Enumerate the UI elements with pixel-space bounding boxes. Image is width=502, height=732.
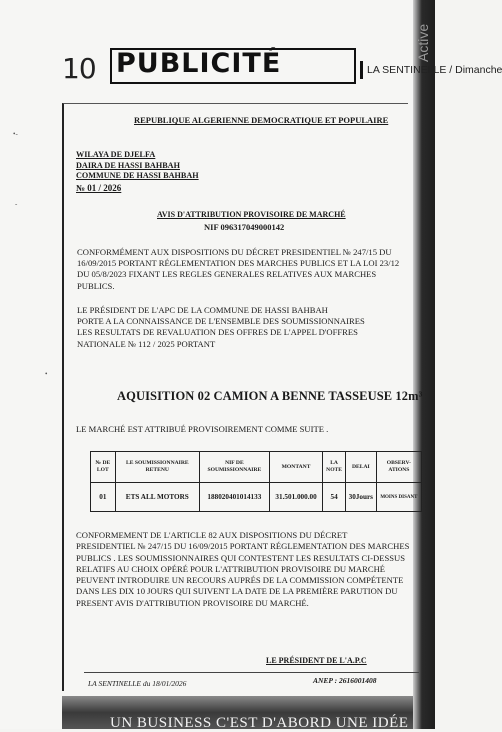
commune-label: COMMUNE DE HASSI BAHBAH (76, 171, 199, 180)
legal-paragraph-2: LE PRÉSIDENT DE L'APC DE LA COMMUNE DE HASSI BAHBAH PORTE A LA CONNAISSANCE DE L'ENSEMBLE DES SOUMISSIONNAIRES LES RESULTATS DE REVALUATION DES OFFRES DE L'APPEL D'OFFRES NATIONALE № 112 / 2025 PORTANT (77, 305, 365, 349)
table-header-row (91, 452, 422, 483)
score-cell: 54 (323, 483, 346, 512)
daira-label: DAIRA DE HASSI BAHBAH (76, 160, 180, 170)
signature-line: LE PRÉSIDENT DE L'A.P.C (266, 656, 367, 665)
page-number: 10 (62, 52, 96, 85)
footer-publication-date: LA SENTINELLE du 18/01/2026 (88, 679, 187, 688)
notice-title: AVIS D'ATTRIBUTION PROVISOIRE DE MARCHÉ (157, 210, 346, 219)
footer-anep-number: ANEP : 2616001408 (313, 676, 377, 685)
column-header: DELAI (345, 452, 376, 483)
newspaper-name: LA SENTINELLE / Dimanche (367, 64, 502, 76)
amount-cell: 31.501.000.00 (269, 483, 322, 512)
margin-mark-icon: - (15, 200, 18, 208)
legal-paragraph-1: CONFORMÉMENT AUX DISPOSITIONS DU DÉCRET PRESIDENTIEL № 247/15 DU 16/09/2015 PORTANT RÉGLEMENTATION DES MARCHES PUBLICS ET LA LOI 23/12 DU 05/8/2023 FIXANT LES REGLES GENERALES RELATIVES AUX MARCHES PUBLICS. (77, 247, 400, 291)
activation-watermark: Active (415, 23, 431, 62)
legal-paragraph-3: CONFORMEMENT DE L'ARTICLE 82 AUX DISPOSITIONS DU DÉCRET PRESIDENTIEL № 247/15 DU 16/09/2015 PORTANT RÉGLEMENTATION DES MARCHES PUBLICS . LES SOUMISSIONNAIRES QUI CONTESTENT LES RESULTATS CI-DESSUS RELATIFS AU CHOIX OPÉRÉ POUR L'ATTRIBUTION PROVISOIRE DU MARCHÉ PEUVENT INTRODUIRE UN RECOURS AUPRÉS DE LA COMMISSION COMPÉTENTE DANS LES DIX 10 JOURS QUI SUIVENT LA DATE DE LA PREMIÈRE PARUTION DU PRESENT AVIS D'ATTRIBUTION PROVISOIRE DU MARCHÉ. (76, 530, 410, 608)
republic-heading: REPUBLIQUE ALGERIENNE DEMOCRATIQUE ET POPULAIRE (134, 115, 389, 125)
award-table (90, 451, 422, 512)
bidder-cell: ETS ALL MOTORS (115, 483, 199, 512)
column-header: LA NOTE (323, 452, 346, 483)
bottom-banner-text: UN BUSINESS C'EST D'ABORD UNE IDÉE (110, 715, 409, 731)
margin-mark-icon: •‑ (13, 130, 18, 138)
nif-number: NIF 096317049000142 (204, 222, 285, 232)
bottom-banner (62, 696, 413, 729)
page-header (58, 46, 502, 88)
column-header: OBSERV-ATIONS (376, 452, 421, 483)
lot-cell: 01 (91, 483, 116, 512)
column-header: NIF DE SOUMISSIONNAIRE (199, 452, 269, 483)
observation-cell: MOINS DISANT (376, 483, 421, 512)
header-divider (360, 61, 363, 79)
column-header: № DE LOT (91, 452, 116, 483)
section-title: PUBLICITÉ (116, 48, 282, 79)
column-header: MONTANT (269, 452, 322, 483)
page-edge-shadow (413, 0, 435, 729)
award-statement: LE MARCHÉ EST ATTRIBUÉ PROVISOIREMENT COMME SUITE . (76, 424, 329, 434)
issuer-block (76, 150, 199, 193)
column-header: LE SOUMISSIONNAIRE RETENU (115, 452, 199, 483)
nif-cell: 188020401014133 (199, 483, 269, 512)
delay-cell: 30Jours (345, 483, 376, 512)
tender-object: AQUISITION 02 CAMION A BENNE TASSEUSE 12m³ (117, 389, 423, 403)
wilaya-label: WILAYA DE DJELFA (76, 150, 156, 159)
reference-number: № 01 / 2026 (76, 182, 122, 193)
footer-divider (84, 672, 419, 673)
margin-mark-icon: • (45, 370, 48, 378)
table-row (91, 483, 422, 512)
